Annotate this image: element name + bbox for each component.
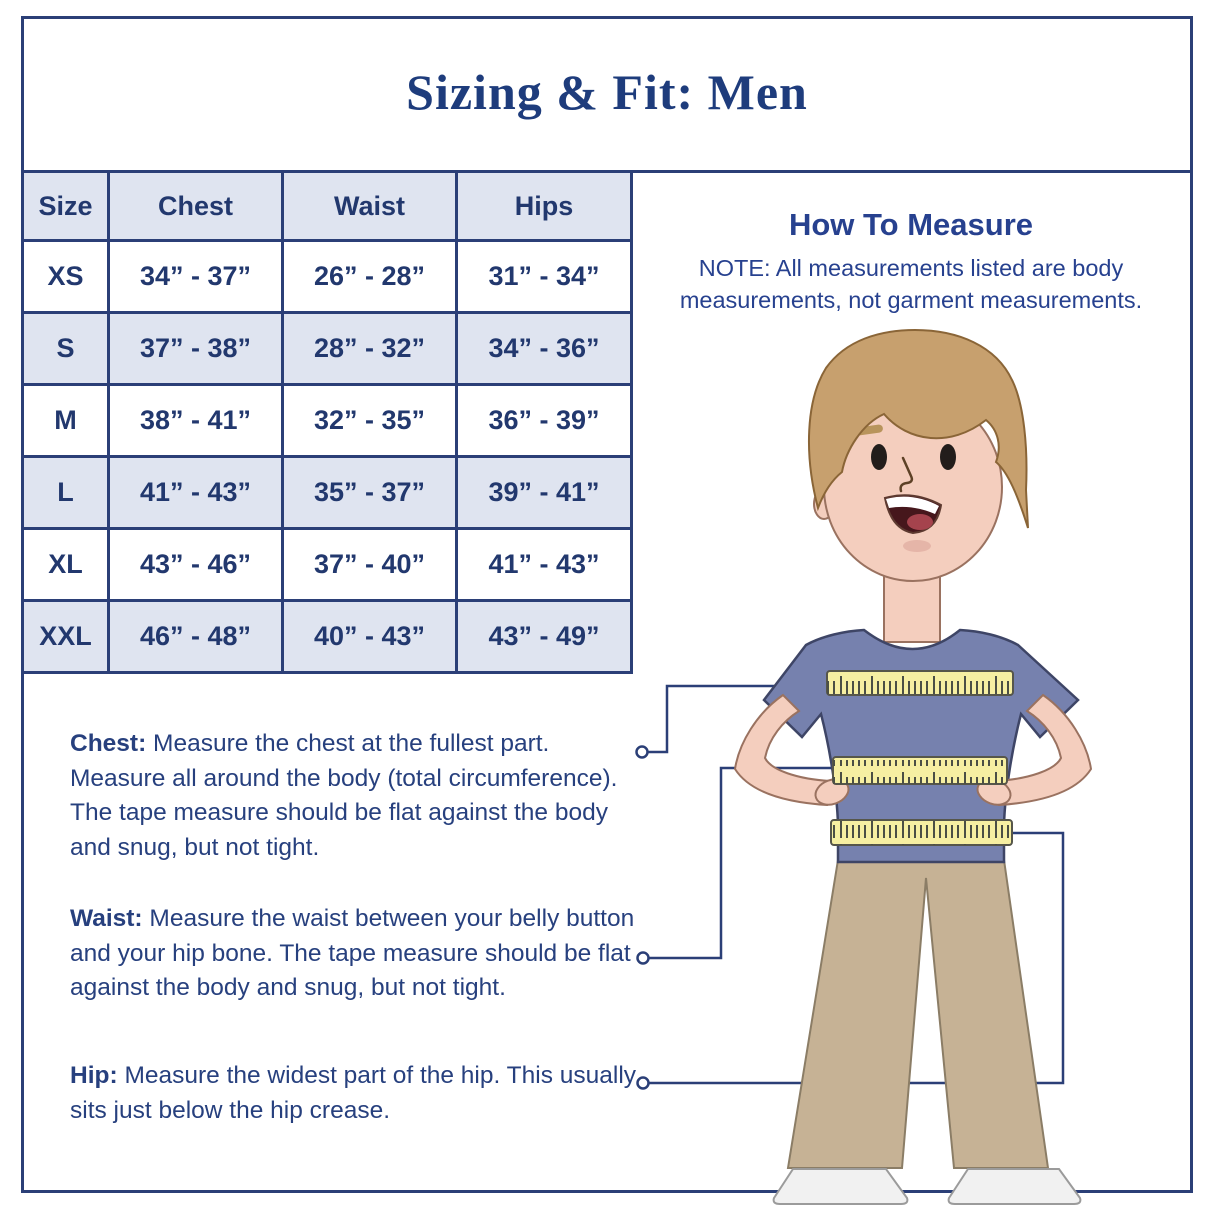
cell-waist: 37” - 40”: [283, 529, 457, 601]
measure-note-line1: NOTE: All measurements listed are body: [698, 255, 1124, 281]
table-row: [23, 313, 632, 385]
cell-hips: 31” - 34”: [457, 241, 632, 313]
cell-hips: 36” - 39”: [457, 385, 632, 457]
cell-size: XXL: [23, 601, 109, 673]
table-row: [23, 529, 632, 601]
table-row: [23, 457, 632, 529]
cell-hips: 39” - 41”: [457, 457, 632, 529]
cell-chest: 37” - 38”: [109, 313, 283, 385]
how-to-measure-title: How To Measure: [788, 207, 1034, 242]
cell-chest: 34” - 37”: [109, 241, 283, 313]
waist-text: Measure the waist between your belly button: [149, 905, 635, 932]
measure-note: [616, 252, 1206, 316]
cell-chest: 41” - 43”: [109, 457, 283, 529]
chest-line4: and snug, but not tight.: [70, 833, 320, 861]
cell-hips: 41” - 43”: [457, 529, 632, 601]
page-title: Sizing & Fit: Men: [406, 64, 808, 120]
cell-size: XL: [23, 529, 109, 601]
hip-instruction: [70, 1059, 670, 1128]
size-chart-table: [21, 170, 633, 674]
table-header-row: [23, 172, 632, 241]
waist-line3: against the body and snug, but not tight.: [70, 974, 506, 1002]
cell-hips: 34” - 36”: [457, 313, 632, 385]
chest-text: Measure the chest at the fullest part.: [153, 730, 550, 757]
waist-instruction: [70, 902, 670, 1006]
cell-size: S: [23, 313, 109, 385]
header-hips: Hips: [457, 172, 632, 241]
cell-waist: 26” - 28”: [283, 241, 457, 313]
cell-waist: 32” - 35”: [283, 385, 457, 457]
hip-line1: [70, 1059, 670, 1094]
cell-chest: 43” - 46”: [109, 529, 283, 601]
hip-label: Hip:: [70, 1062, 118, 1089]
cell-size: L: [23, 457, 109, 529]
table-row: [23, 385, 632, 457]
cell-size: XS: [23, 241, 109, 313]
cell-waist: 40” - 43”: [283, 601, 457, 673]
cell-size: M: [23, 385, 109, 457]
chest-line2: Measure all around the body (total circumference).: [70, 764, 618, 792]
header-chest: Chest: [109, 172, 283, 241]
waist-label: Waist:: [70, 905, 143, 932]
cell-waist: 35” - 37”: [283, 457, 457, 529]
cell-chest: 38” - 41”: [109, 385, 283, 457]
hip-text: Measure the widest part of the hip. This usually: [124, 1062, 637, 1089]
waist-line1: [70, 902, 670, 937]
chest-instruction: [70, 727, 670, 865]
waist-line2: and your hip bone. The tape measure should be flat: [70, 939, 631, 967]
chest-line1: [70, 727, 670, 762]
chest-label: Chest:: [70, 730, 147, 757]
chest-line3: The tape measure should be flat against the body: [70, 799, 608, 827]
measure-note-line2: measurements, not garment measurements.: [679, 287, 1143, 313]
cell-chest: 46” - 48”: [109, 601, 283, 673]
hip-line2: sits just below the hip crease.: [70, 1096, 391, 1124]
cell-waist: 28” - 32”: [283, 313, 457, 385]
table-row: [23, 241, 632, 313]
cell-hips: 43” - 49”: [457, 601, 632, 673]
header-waist: Waist: [283, 172, 457, 241]
table-row: [23, 601, 632, 673]
header-size: Size: [23, 172, 109, 241]
